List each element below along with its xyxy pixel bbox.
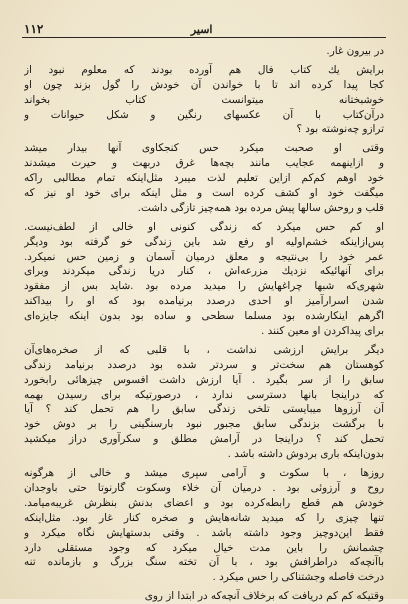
text-line: شهری‌که شبها چراغهایش را میدید مرده بود .شاید بس از مفقود — [24, 280, 384, 293]
page-number: ۱۱۲ — [24, 22, 44, 36]
text-line: که دراینجا با‌نها دسترسی ندارد ، درصورتیکه برای رسیدن بهمه — [24, 388, 384, 401]
text-line: میگفت خود او کشف کرده است و مثل اینکه برای خود او نیز که — [24, 187, 384, 200]
text-line: اگرهم اینکارشده بود مسلما سطحی و ساده بود بدون اینکه جایزه‌ای — [24, 310, 384, 323]
page-header — [24, 14, 384, 36]
text-line: پس‌ازاینکه خشم‌اولیه او رفع شد باین زندگی خو گرفته بود ودیگر — [24, 235, 384, 248]
text-line: سابق را از سر بگیرد . آیا ارزش داشت افسوس چیزهائی رابخورد — [24, 373, 384, 386]
text-line: خود اوهم کم‌کم ازاین تعلیم لذت میبرد مثل‌اینکه تمام مطالبی را‌که — [24, 172, 384, 185]
text-line: درآن‌کتاب با آن عکسهای رنگین و شکل حیوانات و — [24, 108, 384, 121]
text-line: چشمانش را باین مدت خیال میکرد که وجود مستقلی دارد — [24, 541, 384, 554]
text-line: خوشبختانه میتوانست کتاب بخواند — [24, 93, 384, 106]
text-line: وقتی او صحبت میکرد حس کنجکاوی آنها بیدار میشد — [24, 142, 384, 155]
paragraph — [24, 466, 384, 585]
text-line: و ازاینهمه عجایب مانند بچه‌ها غرق دربهت و حیرت میشدند — [24, 157, 384, 170]
text-line: ترازو چه‌نوشته بود ؟ — [296, 123, 384, 136]
paragraph — [24, 44, 384, 59]
text-line: با برگشت بزندگی سابق مجبور نبود بارسنگینی را بر دوش خود — [24, 418, 384, 431]
text-line: خودش هم قطع رابطه‌کرده بود و اعضای بدنش بنظرش غریبه‌میامد. — [24, 496, 384, 509]
text-line: درخت فاصله وجشتناکی را حس میکرد . — [212, 571, 384, 584]
paragraph — [24, 589, 384, 604]
text-line: وقتیکه کم کم دریافت که برخلاف آنچه‌که در ابتدا از روی — [144, 590, 384, 603]
paragraph — [24, 343, 384, 462]
text-line: باآنچه‌که دراطرافش بود ، با آن تخته سنگ بزرگ و بازمانده تنه — [24, 556, 384, 569]
text-line: قلب و روحش سالها پیش مرده بود همه‌چیز تازگی داشت. — [137, 201, 384, 214]
paragraph — [24, 220, 384, 339]
text-line: در بیرون غار. — [326, 45, 384, 57]
paragraph — [24, 63, 384, 137]
text-line: کوهستان هم سخت‌تر و سردتر شده بود درصدد برنیامد زندگی — [24, 358, 384, 371]
running-title: اسیر — [190, 23, 213, 36]
text-line: روح و آرزوئی بود . درمیان آن خلاء وسکوت گارنوتا حتی باوجدان — [24, 481, 384, 494]
paragraph — [24, 141, 384, 215]
text-line: بدون‌اینکه باری بر‌دوش داشته باشد . — [227, 448, 384, 461]
text-line: برای آنهائیکه نزدیك مزرعه‌اش ، کنار دریا زندگی میکردند وبرای — [24, 265, 384, 278]
text-line: تحمل کند ؟ دراینجا در آرامش مطلق و سکر‌آوری دراز میکشید — [24, 433, 384, 446]
text-line: او کم حس میکرد که زندگی کنونی او خالی از لطف‌نیست. — [24, 220, 384, 233]
text-line: شدن اسرارآمیز او احدی درصدد برنیامده بود که او را بیدا‌کند — [24, 295, 384, 308]
text-line: روزها ، با سکوت و آرامی سپری میشد و خالی از هرگونه — [24, 467, 384, 480]
text-line: فقط این‌دوچیز وجود داشته باشد . وقتی بدستهایش نگاه میکرد و — [24, 526, 384, 539]
text-line: عمر خود را بی‌نتیجه و معلق درمیان آسمان و زمین حس نمیکرد. — [24, 250, 384, 263]
text-line: کجا پیدا کرده اند تا با خواندن آن خودش را گول بزند چون او — [24, 78, 384, 91]
text-line: برای پیدا‌کردن او معین کنند . — [261, 325, 384, 338]
text-line: آن آرزوها میبایستی تلخی زندگی سابق را هم تحمل کند ؟ آیا — [24, 403, 384, 416]
header-rule — [22, 37, 386, 38]
text-line: تنها چیزی را که میدید شانه‌هایش و صخره کنار غار بود. مثل‌اینکه — [24, 511, 384, 524]
text-line: دیگر برایش ارزشی نداشت ، با قلبی که از صخره‌های‌آن — [24, 343, 384, 356]
body-text — [24, 44, 384, 603]
text-line: برایش یك کتاب فال هم آورده بودند که معلوم نبود از — [24, 63, 384, 76]
